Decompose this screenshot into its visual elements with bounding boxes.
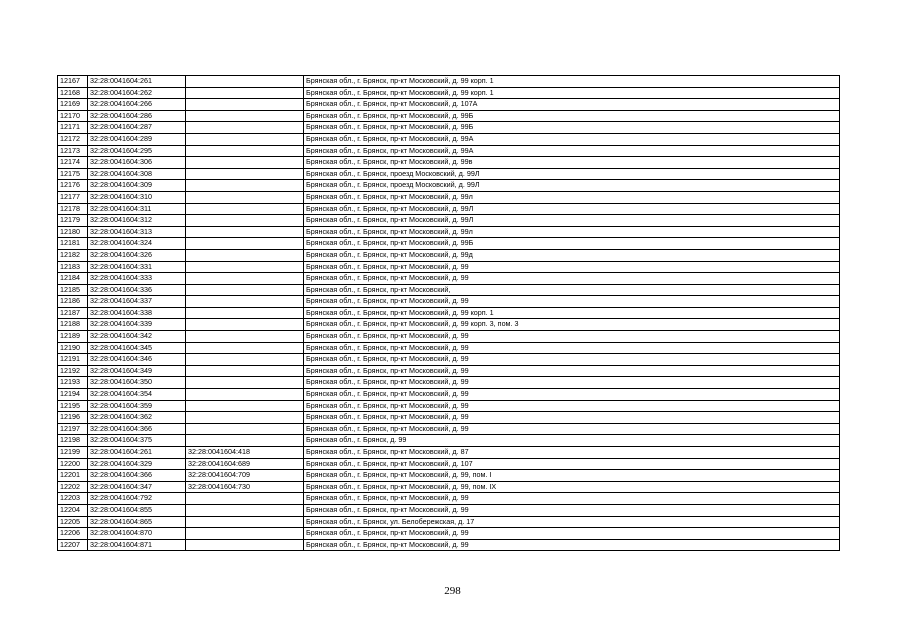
row-number-cell: 12201 [58, 470, 88, 482]
row-number-cell: 12173 [58, 145, 88, 157]
table-row [58, 145, 840, 157]
row-number-cell: 12169 [58, 99, 88, 111]
linked-cadastral-number-cell [186, 76, 304, 88]
linked-cadastral-number-cell [186, 238, 304, 250]
row-number-cell: 12202 [58, 481, 88, 493]
cadastral-number-cell: 32:28:0041604:350 [88, 377, 186, 389]
table-row [58, 87, 840, 99]
cadastral-number-cell: 32:28:0041604:289 [88, 133, 186, 145]
table-row [58, 238, 840, 250]
linked-cadastral-number-cell [186, 215, 304, 227]
table-row [58, 400, 840, 412]
cadastral-number-cell: 32:28:0041604:792 [88, 493, 186, 505]
row-number-cell: 12196 [58, 412, 88, 424]
row-number-cell: 12176 [58, 180, 88, 192]
row-number-cell: 12175 [58, 168, 88, 180]
address-cell: Брянская обл., г. Брянск, пр-кт Московский, д. 99 [304, 377, 840, 389]
table-row [58, 76, 840, 88]
table-row [58, 470, 840, 482]
linked-cadastral-number-cell [186, 354, 304, 366]
linked-cadastral-number-cell [186, 191, 304, 203]
linked-cadastral-number-cell [186, 273, 304, 285]
address-cell: Брянская обл., г. Брянск, пр-кт Московский, д. 99 [304, 354, 840, 366]
table-row [58, 504, 840, 516]
row-number-cell: 12186 [58, 296, 88, 308]
address-cell: Брянская обл., г. Брянск, пр-кт Московский, д. 99 [304, 389, 840, 401]
cadastral-number-cell: 32:28:0041604:337 [88, 296, 186, 308]
linked-cadastral-number-cell [186, 157, 304, 169]
table-row [58, 133, 840, 145]
linked-cadastral-number-cell [186, 168, 304, 180]
table-row [58, 447, 840, 459]
cadastral-number-cell: 32:28:0041604:261 [88, 447, 186, 459]
address-cell: Брянская обл., г. Брянск, пр-кт Московский, д. 99А [304, 133, 840, 145]
cadastral-number-cell: 32:28:0041604:865 [88, 516, 186, 528]
row-number-cell: 12177 [58, 191, 88, 203]
row-number-cell: 12188 [58, 319, 88, 331]
cadastral-number-cell: 32:28:0041604:311 [88, 203, 186, 215]
row-number-cell: 12190 [58, 342, 88, 354]
linked-cadastral-number-cell [186, 180, 304, 192]
linked-cadastral-number-cell [186, 307, 304, 319]
cadastral-number-cell: 32:28:0041604:310 [88, 191, 186, 203]
table-row [58, 516, 840, 528]
address-cell: Брянская обл., г. Брянск, пр-кт Московский, д. 99А [304, 145, 840, 157]
linked-cadastral-number-cell [186, 539, 304, 551]
row-number-cell: 12197 [58, 423, 88, 435]
linked-cadastral-number-cell [186, 145, 304, 157]
address-cell: Брянская обл., г. Брянск, пр-кт Московский, д. 99л [304, 226, 840, 238]
cadastral-number-cell: 32:28:0041604:345 [88, 342, 186, 354]
linked-cadastral-number-cell [186, 133, 304, 145]
row-number-cell: 12170 [58, 110, 88, 122]
address-cell: Брянская обл., г. Брянск, пр-кт Московский, д. 99 [304, 365, 840, 377]
row-number-cell: 12207 [58, 539, 88, 551]
address-cell: Брянская обл., г. Брянск, пр-кт Московский, д. 99 корп. 3, пом. 3 [304, 319, 840, 331]
row-number-cell: 12180 [58, 226, 88, 238]
cadastral-number-cell: 32:28:0041604:342 [88, 331, 186, 343]
address-cell: Брянская обл., г. Брянск, пр-кт Московский, д. 99 корп. 1 [304, 76, 840, 88]
linked-cadastral-number-cell [186, 87, 304, 99]
row-number-cell: 12205 [58, 516, 88, 528]
cadastral-number-cell: 32:28:0041604:266 [88, 99, 186, 111]
cadastral-number-cell: 32:28:0041604:354 [88, 389, 186, 401]
table-row [58, 99, 840, 111]
linked-cadastral-number-cell [186, 377, 304, 389]
cadastral-number-cell: 32:28:0041604:333 [88, 273, 186, 285]
table-row [58, 412, 840, 424]
address-cell: Брянская обл., г. Брянск, пр-кт Московский, д. 99Л [304, 215, 840, 227]
table-row [58, 458, 840, 470]
linked-cadastral-number-cell [186, 226, 304, 238]
address-cell: Брянская обл., г. Брянск, пр-кт Московский, д. 99 [304, 493, 840, 505]
address-cell: Брянская обл., г. Брянск, пр-кт Московский, д. 99 [304, 331, 840, 343]
row-number-cell: 12167 [58, 76, 88, 88]
cadastral-number-cell: 32:28:0041604:262 [88, 87, 186, 99]
linked-cadastral-number-cell [186, 249, 304, 261]
address-cell: Брянская обл., г. Брянск, пр-кт Московский, д. 99 [304, 528, 840, 540]
row-number-cell: 12187 [58, 307, 88, 319]
row-number-cell: 12178 [58, 203, 88, 215]
linked-cadastral-number-cell [186, 319, 304, 331]
address-cell: Брянская обл., г. Брянск, пр-кт Московский, д. 107 [304, 458, 840, 470]
row-number-cell: 12195 [58, 400, 88, 412]
row-number-cell: 12200 [58, 458, 88, 470]
table-row [58, 203, 840, 215]
row-number-cell: 12183 [58, 261, 88, 273]
table-row [58, 319, 840, 331]
cadastral-number-cell: 32:28:0041604:362 [88, 412, 186, 424]
linked-cadastral-number-cell: 32:28:0041604:730 [186, 481, 304, 493]
row-number-cell: 12193 [58, 377, 88, 389]
linked-cadastral-number-cell [186, 296, 304, 308]
table-row [58, 331, 840, 343]
table-row [58, 249, 840, 261]
table-row [58, 273, 840, 285]
row-number-cell: 12191 [58, 354, 88, 366]
linked-cadastral-number-cell [186, 423, 304, 435]
table-row [58, 528, 840, 540]
linked-cadastral-number-cell [186, 435, 304, 447]
page-number: 298 [444, 585, 461, 597]
row-number-cell: 12204 [58, 504, 88, 516]
address-cell: Брянская обл., г. Брянск, пр-кт Московский, д. 99Л [304, 203, 840, 215]
row-number-cell: 12184 [58, 273, 88, 285]
table-row [58, 226, 840, 238]
address-cell: Брянская обл., г. Брянск, пр-кт Московский, д. 99 [304, 412, 840, 424]
table-row [58, 284, 840, 296]
cadastral-number-cell: 32:28:0041604:261 [88, 76, 186, 88]
table-row [58, 365, 840, 377]
cadastral-number-cell: 32:28:0041604:326 [88, 249, 186, 261]
address-cell: Брянская обл., г. Брянск, пр-кт Московский, д. 99, пом. IX [304, 481, 840, 493]
cadastral-number-cell: 32:28:0041604:287 [88, 122, 186, 134]
table-row [58, 215, 840, 227]
address-cell: Брянская обл., г. Брянск, пр-кт Московский, д. 99 [304, 261, 840, 273]
linked-cadastral-number-cell [186, 400, 304, 412]
linked-cadastral-number-cell [186, 122, 304, 134]
register-table [57, 75, 840, 551]
linked-cadastral-number-cell [186, 261, 304, 273]
row-number-cell: 12171 [58, 122, 88, 134]
row-number-cell: 12203 [58, 493, 88, 505]
cadastral-number-cell: 32:28:0041604:295 [88, 145, 186, 157]
cadastral-number-cell: 32:28:0041604:313 [88, 226, 186, 238]
address-cell: Брянская обл., г. Брянск, пр-кт Московский, д. 107А [304, 99, 840, 111]
address-cell: Брянская обл., г. Брянск, пр-кт Московский, д. 99Б [304, 122, 840, 134]
table-row [58, 539, 840, 551]
linked-cadastral-number-cell [186, 203, 304, 215]
linked-cadastral-number-cell: 32:28:0041604:418 [186, 447, 304, 459]
address-cell: Брянская обл., г. Брянск, пр-кт Московский, [304, 284, 840, 296]
address-cell: Брянская обл., г. Брянск, проезд Московский, д. 99Л [304, 168, 840, 180]
address-cell: Брянская обл., г. Брянск, пр-кт Московский, д. 99 [304, 273, 840, 285]
address-cell: Брянская обл., г. Брянск, ул. Белобережская, д. 17 [304, 516, 840, 528]
row-number-cell: 12179 [58, 215, 88, 227]
address-cell: Брянская обл., г. Брянск, пр-кт Московский, д. 99 корп. 1 [304, 87, 840, 99]
table-row [58, 377, 840, 389]
address-cell: Брянская обл., г. Брянск, пр-кт Московский, д. 99 [304, 539, 840, 551]
table-row [58, 493, 840, 505]
table-row [58, 261, 840, 273]
cadastral-number-cell: 32:28:0041604:309 [88, 180, 186, 192]
address-cell: Брянская обл., г. Брянск, проезд Московский, д. 99Л [304, 180, 840, 192]
cadastral-number-cell: 32:28:0041604:312 [88, 215, 186, 227]
cadastral-number-cell: 32:28:0041604:349 [88, 365, 186, 377]
linked-cadastral-number-cell [186, 528, 304, 540]
cadastral-number-cell: 32:28:0041604:359 [88, 400, 186, 412]
table-row [58, 191, 840, 203]
row-number-cell: 12198 [58, 435, 88, 447]
linked-cadastral-number-cell [186, 110, 304, 122]
linked-cadastral-number-cell [186, 516, 304, 528]
address-cell: Брянская обл., г. Брянск, пр-кт Московский, д. 99д [304, 249, 840, 261]
table-row [58, 180, 840, 192]
table-row [58, 342, 840, 354]
table-row [58, 481, 840, 493]
cadastral-number-cell: 32:28:0041604:329 [88, 458, 186, 470]
address-cell: Брянская обл., г. Брянск, пр-кт Московский, д. 99Б [304, 110, 840, 122]
linked-cadastral-number-cell [186, 389, 304, 401]
cadastral-number-cell: 32:28:0041604:336 [88, 284, 186, 296]
linked-cadastral-number-cell [186, 504, 304, 516]
address-cell: Брянская обл., г. Брянск, пр-кт Московский, д. 87 [304, 447, 840, 459]
linked-cadastral-number-cell [186, 412, 304, 424]
table-row [58, 307, 840, 319]
address-cell: Брянская обл., г. Брянск, пр-кт Московский, д. 99, пом. I [304, 470, 840, 482]
address-cell: Брянская обл., г. Брянск, пр-кт Московский, д. 99 [304, 296, 840, 308]
table-row [58, 354, 840, 366]
table-row [58, 435, 840, 447]
linked-cadastral-number-cell [186, 284, 304, 296]
table-row [58, 168, 840, 180]
row-number-cell: 12199 [58, 447, 88, 459]
address-cell: Брянская обл., г. Брянск, пр-кт Московский, д. 99в [304, 157, 840, 169]
row-number-cell: 12182 [58, 249, 88, 261]
address-cell: Брянская обл., г. Брянск, пр-кт Московский, д. 99 [304, 400, 840, 412]
cadastral-number-cell: 32:28:0041604:324 [88, 238, 186, 250]
linked-cadastral-number-cell: 32:28:0041604:689 [186, 458, 304, 470]
cadastral-number-cell: 32:28:0041604:338 [88, 307, 186, 319]
address-cell: Брянская обл., г. Брянск, пр-кт Московский, д. 99л [304, 191, 840, 203]
table-row [58, 110, 840, 122]
table-row [58, 423, 840, 435]
cadastral-number-cell: 32:28:0041604:346 [88, 354, 186, 366]
row-number-cell: 12206 [58, 528, 88, 540]
cadastral-number-cell: 32:28:0041604:331 [88, 261, 186, 273]
table-row [58, 122, 840, 134]
table-row [58, 296, 840, 308]
cadastral-number-cell: 32:28:0041604:366 [88, 423, 186, 435]
table-row [58, 389, 840, 401]
cadastral-number-cell: 32:28:0041604:871 [88, 539, 186, 551]
cadastral-number-cell: 32:28:0041604:308 [88, 168, 186, 180]
table-row [58, 157, 840, 169]
cadastral-number-cell: 32:28:0041604:306 [88, 157, 186, 169]
row-number-cell: 12181 [58, 238, 88, 250]
register-table-body [58, 76, 840, 551]
row-number-cell: 12194 [58, 389, 88, 401]
linked-cadastral-number-cell [186, 331, 304, 343]
row-number-cell: 12192 [58, 365, 88, 377]
linked-cadastral-number-cell [186, 493, 304, 505]
cadastral-number-cell: 32:28:0041604:339 [88, 319, 186, 331]
linked-cadastral-number-cell [186, 365, 304, 377]
row-number-cell: 12189 [58, 331, 88, 343]
address-cell: Брянская обл., г. Брянск, пр-кт Московский, д. 99 [304, 423, 840, 435]
cadastral-number-cell: 32:28:0041604:286 [88, 110, 186, 122]
address-cell: Брянская обл., г. Брянск, пр-кт Московский, д. 99Б [304, 238, 840, 250]
cadastral-number-cell: 32:28:0041604:366 [88, 470, 186, 482]
address-cell: Брянская обл., г. Брянск, пр-кт Московский, д. 99 [304, 504, 840, 516]
cadastral-number-cell: 32:28:0041604:375 [88, 435, 186, 447]
row-number-cell: 12168 [58, 87, 88, 99]
cadastral-number-cell: 32:28:0041604:347 [88, 481, 186, 493]
address-cell: Брянская обл., г. Брянск, пр-кт Московский, д. 99 корп. 1 [304, 307, 840, 319]
linked-cadastral-number-cell [186, 99, 304, 111]
address-cell: Брянская обл., г. Брянск, пр-кт Московский, д. 99 [304, 342, 840, 354]
linked-cadastral-number-cell: 32:28:0041604:709 [186, 470, 304, 482]
row-number-cell: 12185 [58, 284, 88, 296]
row-number-cell: 12174 [58, 157, 88, 169]
row-number-cell: 12172 [58, 133, 88, 145]
linked-cadastral-number-cell [186, 342, 304, 354]
cadastral-number-cell: 32:28:0041604:870 [88, 528, 186, 540]
cadastral-number-cell: 32:28:0041604:855 [88, 504, 186, 516]
address-cell: Брянская обл., г. Брянск, д. 99 [304, 435, 840, 447]
